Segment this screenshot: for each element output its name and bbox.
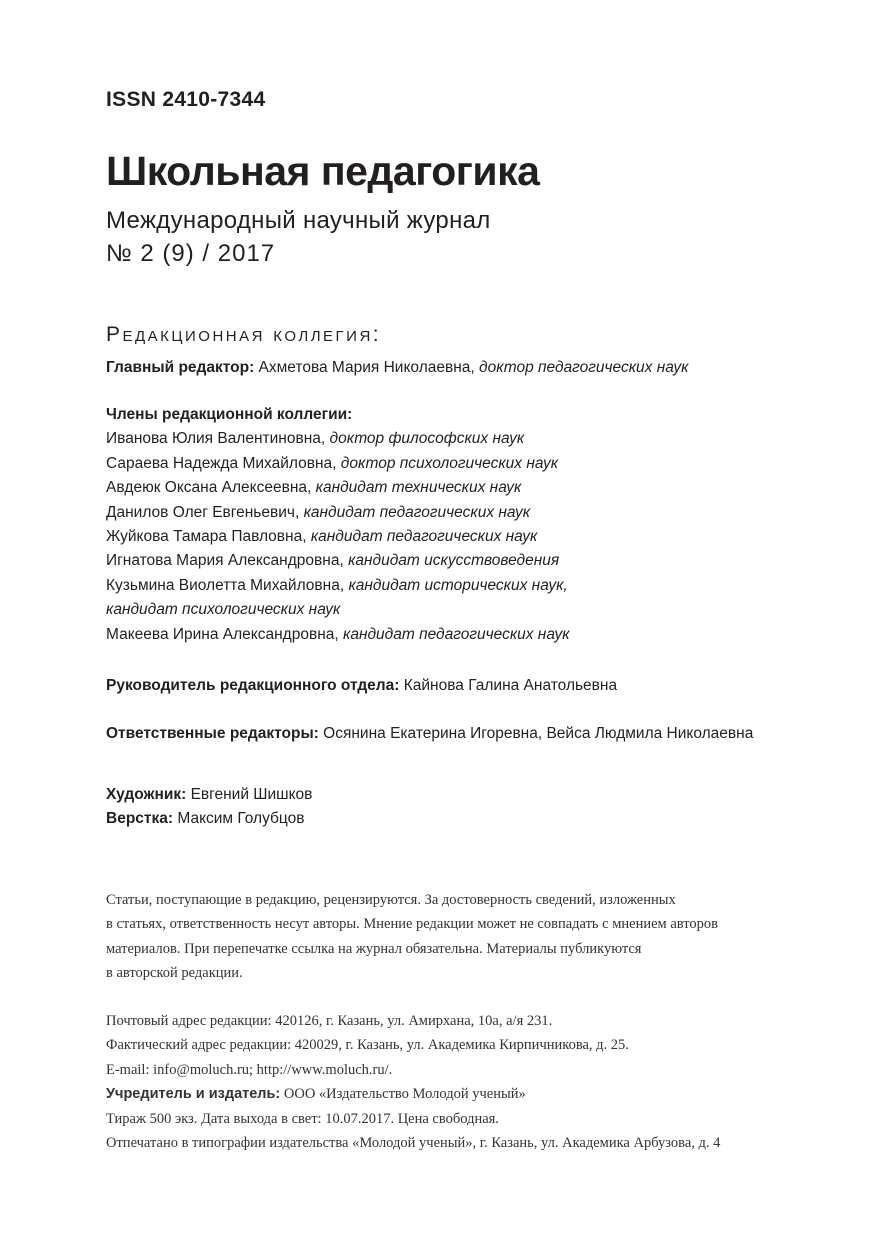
board-member — [106, 598, 570, 622]
issue-number: № 2 (9) / 2017 — [106, 240, 276, 267]
board-member — [106, 525, 570, 549]
name: Кайнова Галина Анатольевна — [403, 677, 618, 694]
board-member — [106, 427, 570, 451]
dept-head — [106, 674, 617, 698]
name: Макеева Ирина Александровна, — [106, 625, 339, 643]
name: Сараева Надежда Михайловна, — [106, 454, 337, 472]
degree: кандидат искусствоведения — [348, 552, 560, 570]
contacts: E-mail: info@moluch.ru; http://www.moluch.ru/. — [106, 1061, 393, 1078]
disclaimer-line: в авторской редакции. — [106, 965, 243, 982]
printed-info: Отпечатано в типографии издательства «Молодой ученый», г. Казань, ул. Академика Арбузова, д. 4 — [106, 1135, 721, 1152]
degree: доктор педагогических наук — [479, 359, 689, 376]
responsible-editors — [106, 722, 753, 746]
label: Учредитель и издатель: — [106, 1086, 281, 1103]
chief-editor — [106, 356, 688, 380]
name: Максим Голубцов — [177, 810, 305, 828]
circulation: Тираж 500 экз. Дата выхода в свет: 10.07.2017. Цена свободная. — [106, 1110, 499, 1127]
board-member — [106, 549, 570, 573]
board-member — [106, 623, 570, 647]
label: Ответственные редакторы: — [106, 725, 319, 742]
disclaimer — [106, 888, 718, 986]
label: Руководитель редакционного отдела: — [106, 677, 400, 694]
disclaimer-line: в статьях, ответственность несут авторы. Мнение редакции может не совпадать с мнением авторов — [106, 916, 719, 933]
board-member — [106, 452, 570, 476]
name: Жуйкова Тамара Павловна, — [106, 527, 307, 545]
issn: ISSN 2410-7344 — [106, 88, 266, 111]
board-members — [106, 403, 570, 647]
name: Евгений Шишков — [190, 786, 313, 803]
publisher-name: ООО «Издательство Молодой ученый» — [283, 1086, 526, 1103]
postal-address: Почтовый адрес редакции: 420126, г. Казань, ул. Амирхана, 10а, а/я 231. — [106, 1013, 553, 1029]
board-heading: Редакционная коллегия: — [106, 323, 382, 346]
label: Главный редактор: — [106, 359, 255, 376]
board-member — [106, 501, 570, 525]
degree: кандидат педагогических наук — [303, 503, 531, 521]
name: Авдеюк Оксана Алексеевна, — [106, 479, 312, 497]
degree: кандидат технических наук — [315, 479, 522, 497]
actual-address: Фактический адрес редакции: 420029, г. Казань, ул. Академика Кирпичникова, д. 25. — [106, 1037, 629, 1054]
name: Данилов Олег Евгеньевич, — [106, 503, 300, 521]
name: Игнатова Мария Александровна, — [106, 552, 344, 570]
degree: кандидат педагогических наук — [310, 527, 538, 545]
journal-subtitle: Международный научный журнал — [106, 207, 491, 234]
board-member — [106, 476, 570, 500]
degree: кандидат педагогических наук — [343, 625, 570, 643]
disclaimer-line: Статьи, поступающие в редакцию, рецензируются. За достоверность сведений, изложенных — [106, 892, 676, 908]
label: Верстка: — [106, 810, 174, 828]
credits — [106, 783, 312, 832]
journal-title: Школьная педагогика — [106, 148, 540, 194]
board-member — [106, 574, 570, 598]
name: Иванова Юлия Валентиновна, — [106, 430, 326, 448]
name: Осянина Екатерина Игоревна, Вейса Людмила Николаевна — [323, 725, 754, 742]
degree: доктор психологических наук — [340, 454, 559, 472]
name: Ахметова Мария Николаевна, — [258, 359, 475, 376]
name: Кузьмина Виолетта Михайловна, — [106, 576, 345, 594]
disclaimer-line: материалов. При перепечатке ссылка на журнал обязательна. Материалы публикуются — [106, 940, 642, 957]
label: Художник: — [106, 786, 187, 803]
degree: доктор философских наук — [329, 430, 525, 448]
members-heading: Члены редакционной коллегии: — [106, 406, 353, 423]
imprint — [106, 1009, 720, 1155]
degree: кандидат психологических наук — [106, 601, 341, 619]
degree: кандидат исторических наук, — [348, 576, 568, 594]
